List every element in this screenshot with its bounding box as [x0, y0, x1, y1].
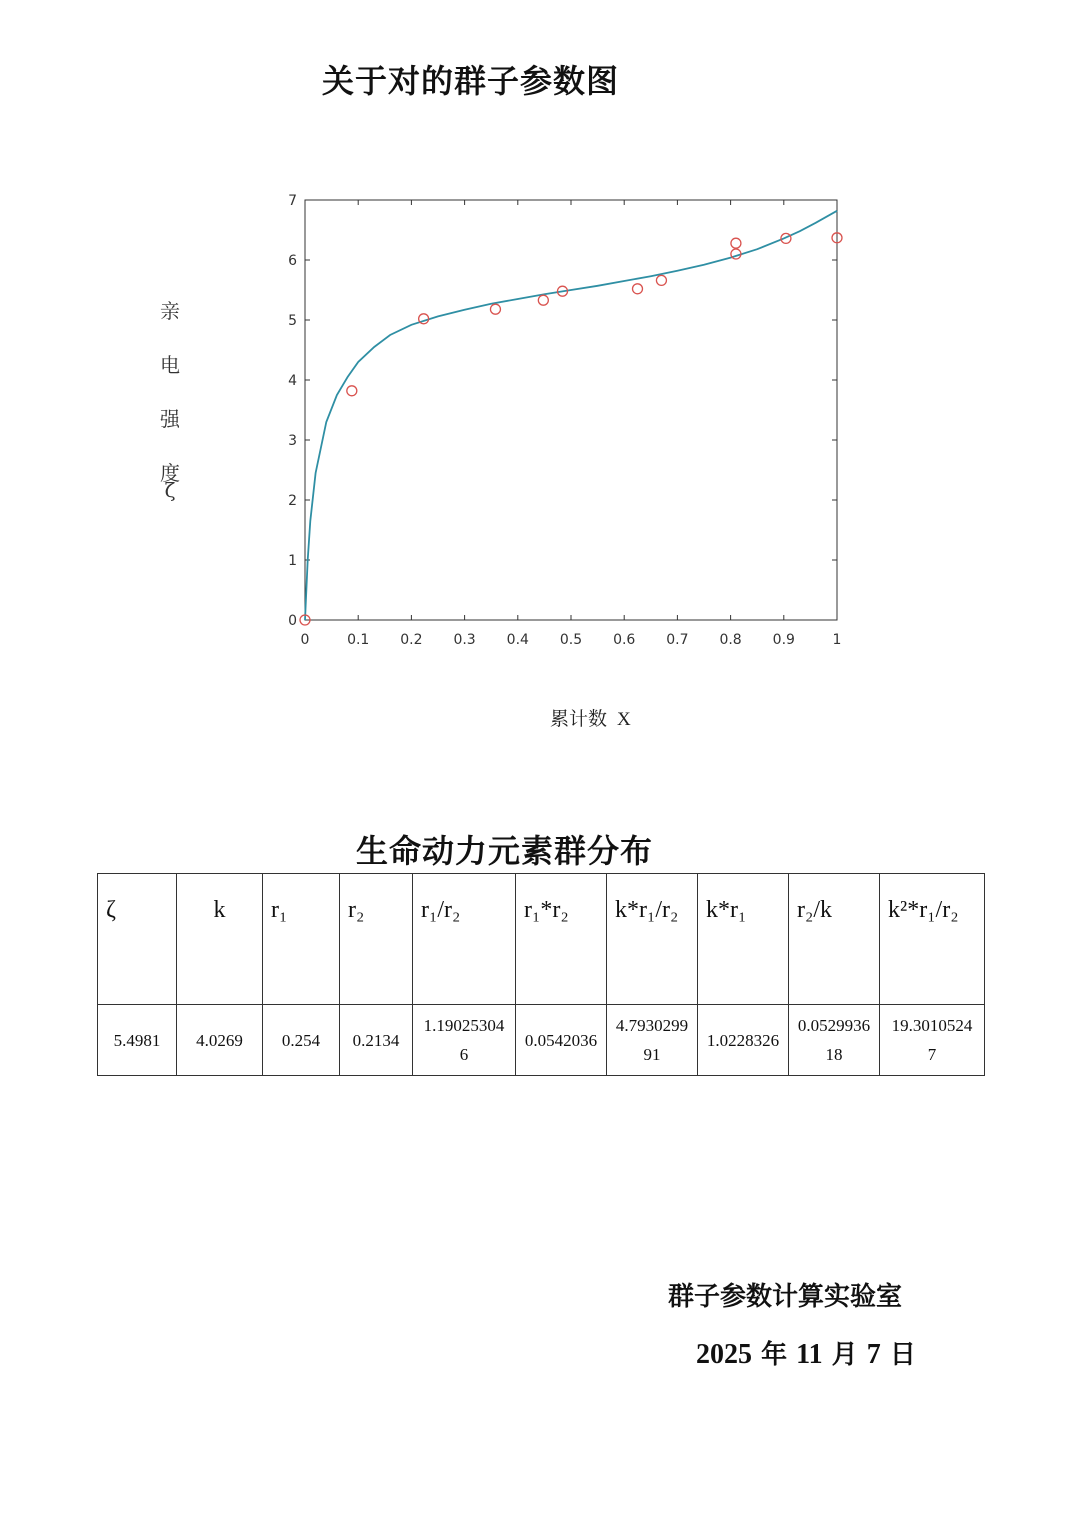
chart-y-axis-label	[155, 284, 185, 502]
date-day-unit: 日	[889, 1340, 916, 1370]
x-tick-label: 1	[832, 632, 842, 648]
header-cell: k	[177, 874, 263, 1005]
header-cell: r₂/k	[789, 874, 880, 1005]
lab-name: 群子参数计算实验室	[668, 1282, 903, 1312]
chart-x-axis-label	[550, 704, 631, 731]
ylabel-char: 强	[160, 407, 180, 431]
header-cell: k²*r₁/r₂	[880, 874, 985, 1005]
fit-chart	[260, 185, 860, 655]
value-cell: 0.052993618	[789, 1005, 880, 1076]
xlabel-symbol: X	[617, 709, 631, 730]
header-cell: k*r₁	[698, 874, 789, 1005]
value-cell: 0.254	[263, 1005, 340, 1076]
report-date	[696, 1334, 916, 1371]
y-tick-label: 1	[288, 553, 297, 569]
table-header-row	[98, 874, 985, 1005]
plot-frame	[305, 200, 837, 620]
data-point	[538, 295, 548, 305]
date-month-unit: 月	[831, 1340, 858, 1370]
table-row	[98, 1005, 985, 1076]
data-point	[633, 284, 643, 294]
parameter-table	[97, 873, 985, 1076]
y-tick-label: 2	[288, 493, 297, 509]
data-point	[490, 304, 500, 314]
date-day: 7	[866, 1339, 881, 1370]
date-month: 11	[796, 1339, 823, 1370]
table-title: 生命动力元素群分布	[356, 832, 654, 870]
y-tick-label: 7	[288, 193, 297, 209]
y-tick-label: 4	[288, 373, 297, 389]
x-tick-label: 0.4	[506, 632, 529, 648]
x-tick-label: 0.3	[453, 632, 476, 648]
ylabel-symbol: ζ	[164, 478, 176, 502]
fit-curve	[305, 211, 837, 620]
value-cell: 0.2134	[340, 1005, 413, 1076]
ylabel-char: 亲	[160, 299, 180, 323]
header-cell: r₁	[263, 874, 340, 1005]
header-cell: k*r₁/r₂	[607, 874, 698, 1005]
x-tick-label: 0	[300, 632, 310, 648]
value-cell: 4.0269	[177, 1005, 263, 1076]
ylabel-char: 度	[160, 461, 180, 485]
data-point	[656, 275, 666, 285]
xlabel-text: 累计数	[550, 708, 608, 730]
value-cell: 4.793029991	[607, 1005, 698, 1076]
value-cell: 1.0228326	[698, 1005, 789, 1076]
x-tick-label: 0.5	[559, 632, 583, 648]
value-cell: 0.0542036	[516, 1005, 607, 1076]
x-tick-label: 0.2	[400, 632, 423, 648]
date-year-unit: 年	[761, 1340, 788, 1370]
x-tick-label: 0.1	[347, 632, 370, 648]
y-tick-label: 6	[288, 253, 297, 269]
y-tick-label: 3	[288, 433, 297, 449]
header-cell: ζ	[98, 874, 177, 1005]
value-cell: 19.30105247	[880, 1005, 985, 1076]
y-tick-label: 5	[288, 313, 297, 329]
data-point	[347, 386, 357, 396]
x-tick-label: 0.7	[666, 632, 689, 648]
value-cell: 5.4981	[98, 1005, 177, 1076]
data-point	[419, 314, 429, 324]
x-tick-label: 0.8	[719, 632, 742, 648]
header-cell: r₁/r₂	[413, 874, 516, 1005]
value-cell: 1.190253046	[413, 1005, 516, 1076]
page-title: 关于对的群子参数图	[322, 62, 620, 100]
y-tick-label: 0	[288, 613, 297, 629]
x-tick-label: 0.9	[772, 632, 795, 648]
header-cell: r₁*r₂	[516, 874, 607, 1005]
data-point	[731, 238, 741, 248]
x-tick-label: 0.6	[613, 632, 636, 648]
date-year: 2025	[696, 1339, 752, 1370]
ylabel-char: 电	[160, 353, 180, 377]
header-cell: r₂	[340, 874, 413, 1005]
